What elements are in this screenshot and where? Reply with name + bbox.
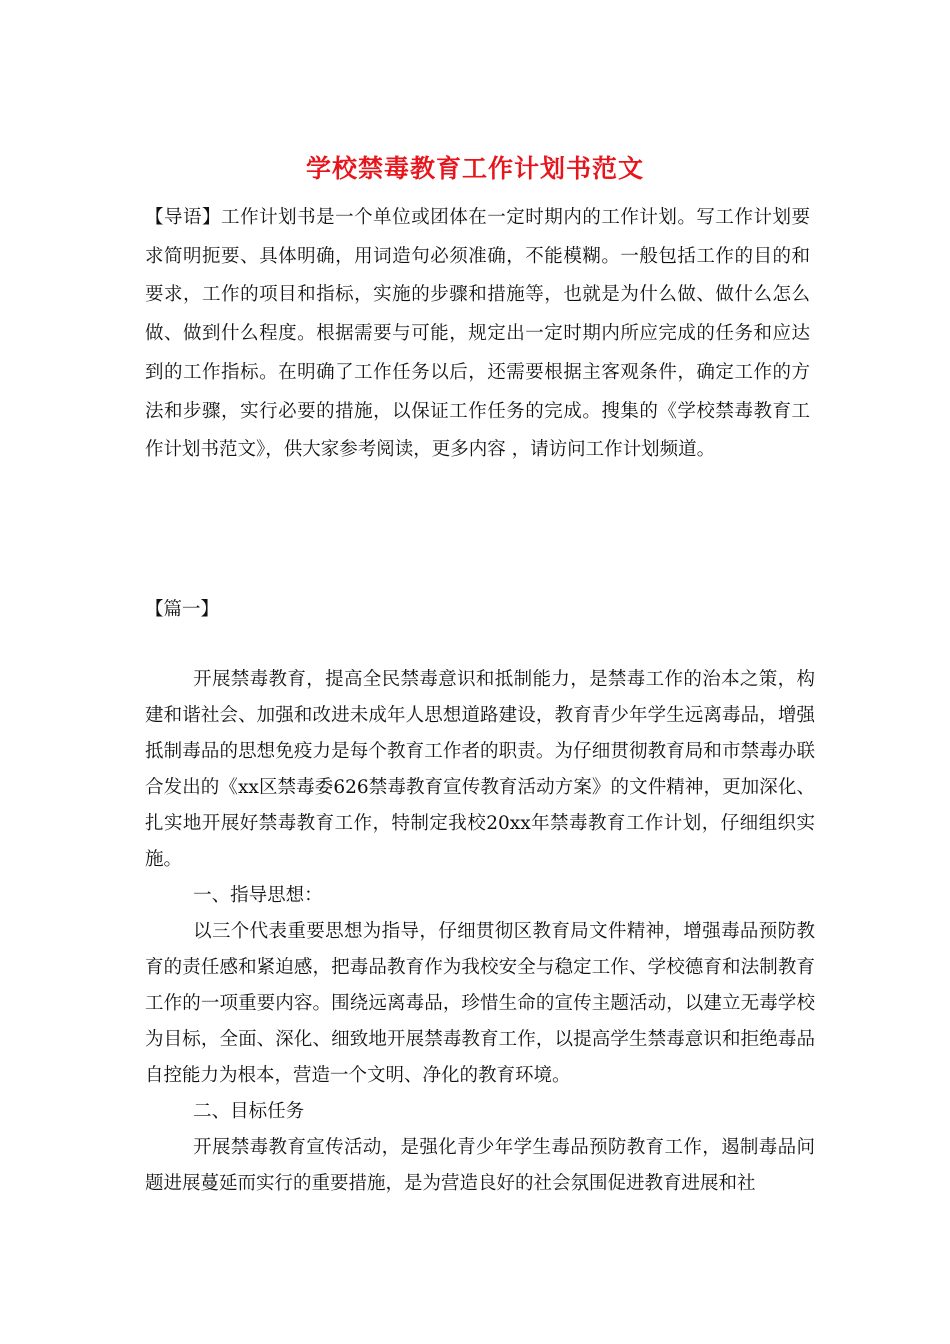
intro-paragraph: 【导语】工作计划书是一个单位或团体在一定时期内的工作计划。写工作计划要求简明扼要、具体明确，用词造句必须准确，不能模糊。一般包括工作的目的和要求，工作的项目和指标，实施的步骤和措施等，也就是为什么做、做什么怎么做、做到什么程度。根据需要与可能，规定出一定时期内所应完成的任务和应达到的工作指标。在明确了工作任务以后，还需要根据主客观条件，确定工作的方法和步骤，实行必要的措施，以保证工作任务的完成。搜集的《学校禁毒教育工作计划书范文》，供大家参考阅读，更多内容 ，请访问工作计划频道。	[145, 207, 810, 461]
heading-goals-tasks: 二、目标任务	[193, 1101, 305, 1122]
body-paragraph-guiding: 以三个代表重要思想为指导，仔细贯彻区教育局文件精神，增强毒品预防教育的责任感和紧迫感，把毒品教育作为我校安全与稳定工作、学校德育和法制教育工作的一项重要内容。围绕远离毒品，珍惜生命的宣传主题活动，以建立无毒学校为目标，全面、深化、细致地开展禁毒教育工作，以提高学生禁毒意识和拒绝毒品自控能力为根本，营造一个文明、净化的教育环境。	[145, 921, 815, 1086]
body-paragraph-goals: 开展禁毒教育宣传活动，是强化青少年学生毒品预防教育工作，遏制毒品问题进展蔓延而实行的重要措施，是为营造良好的社会氛围促进教育进展和社	[145, 1137, 815, 1194]
section-label: 【篇一】	[145, 599, 220, 620]
heading-guiding-ideology: 一、指导思想：	[193, 885, 323, 906]
body-text	[145, 662, 815, 1202]
body-paragraph-intro: 开展禁毒教育，提高全民禁毒意识和抵制能力，是禁毒工作的治本之策，构建和谐社会、加强和改进未成年人思想道路建设，教育青少年学生远离毒品，增强抵制毒品的思想免疫力是每个教育工作者的职责。为仔细贯彻教育局和市禁毒办联合发出的《xx区禁毒委626禁毒教育宣传教育活动方案》的文件精神，更加深化、扎实地开展好禁毒教育工作，特制定我校20xx年禁毒教育工作计划，仔细组织实施。	[145, 669, 815, 870]
document-title: 学校禁毒教育工作计划书范文	[305, 154, 644, 183]
